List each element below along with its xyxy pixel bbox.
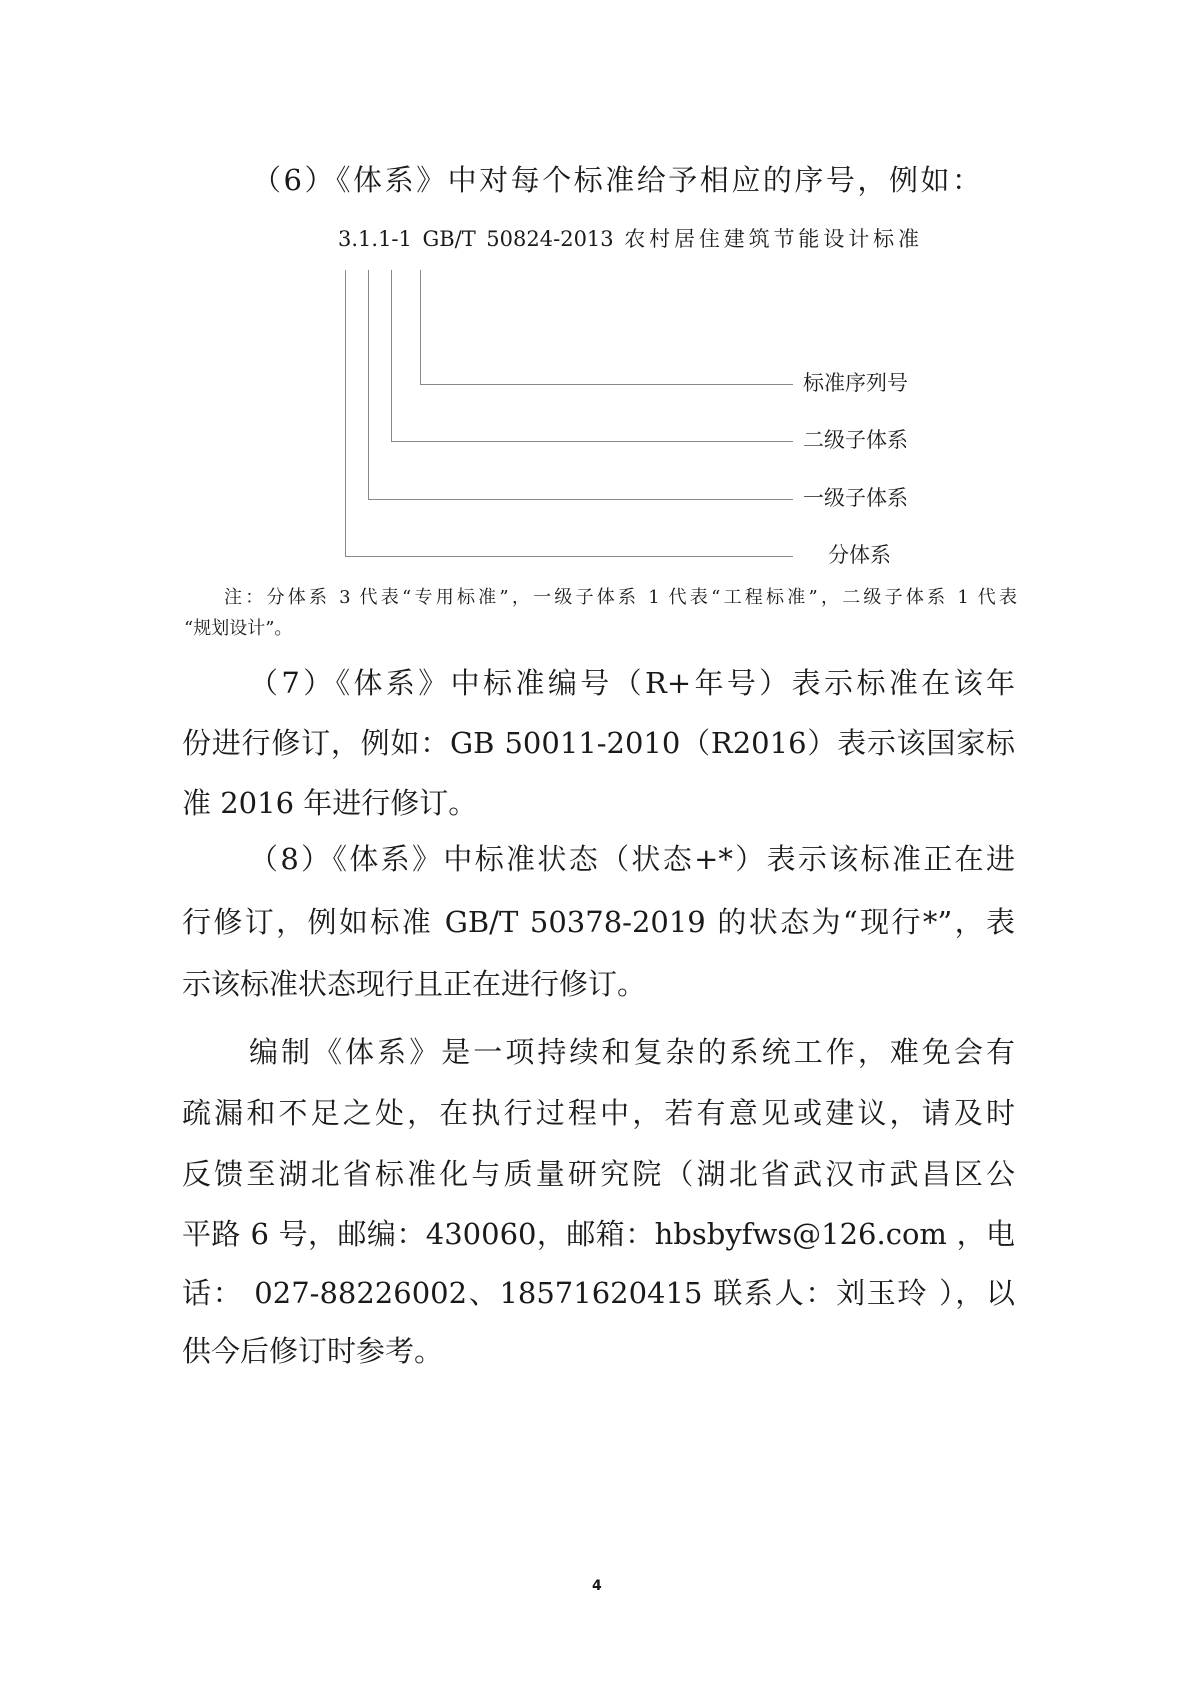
para9-line: 供今后修订时参考。	[182, 1334, 444, 1368]
para9-line: 话： 027-88226002、18571620415 联系人：刘玉玲 ），以	[182, 1276, 1015, 1310]
para9-line: 平路 6 号，邮编：430060，邮箱：hbsbyfws@126.com ，电	[182, 1217, 1015, 1251]
diagram-line	[368, 499, 793, 500]
section-heading: （6）《体系》中对每个标准给予相应的序号，例如：	[252, 163, 981, 197]
diagram-line	[391, 441, 793, 442]
para8-line: 行修订，例如标准 GB/T 50378-2019 的状态为“现行*”，表	[182, 905, 1015, 939]
diagram-line	[391, 270, 392, 442]
label-level1: 一级子体系	[803, 486, 908, 510]
diagram-line	[420, 384, 793, 385]
para7-line: 份进行修订，例如：GB 50011-2010（R2016）表示该国家标	[182, 726, 1015, 760]
label-serial: 标准序列号	[803, 371, 908, 395]
note-line: “规划设计”。	[184, 618, 293, 639]
para7-line: （7）《体系》中标准编号（R+年号）表示标准在该年	[249, 666, 1015, 700]
note-line: 注：分体系 3 代表“专用标准”，一级子体系 1 代表“工程标准”，二级子体系 1 代表	[224, 587, 1017, 608]
para8-line: （8）《体系》中标准状态（状态+*）表示该标准正在进	[249, 842, 1015, 876]
label-level2: 二级子体系	[803, 428, 908, 452]
para9-line: 编制《体系》是一项持续和复杂的系统工作，难免会有	[249, 1035, 1015, 1069]
label-subsystem: 分体系	[828, 543, 891, 567]
para8-line: 示该标准状态现行且正在进行修订。	[182, 967, 647, 1001]
para7-line: 准 2016 年进行修订。	[182, 786, 478, 820]
example-code: 3.1.1-1 GB/T 50824-2013 农村居住建筑节能设计标准	[338, 227, 919, 251]
diagram-line	[420, 270, 421, 385]
diagram-line	[345, 270, 346, 557]
para9-line: 疏漏和不足之处，在执行过程中，若有意见或建议，请及时	[182, 1096, 1015, 1130]
diagram-line	[368, 270, 369, 500]
page-number: 4	[592, 1578, 602, 1594]
diagram-line	[345, 556, 793, 557]
para9-line: 反馈至湖北省标准化与质量研究院（湖北省武汉市武昌区公	[182, 1157, 1015, 1191]
